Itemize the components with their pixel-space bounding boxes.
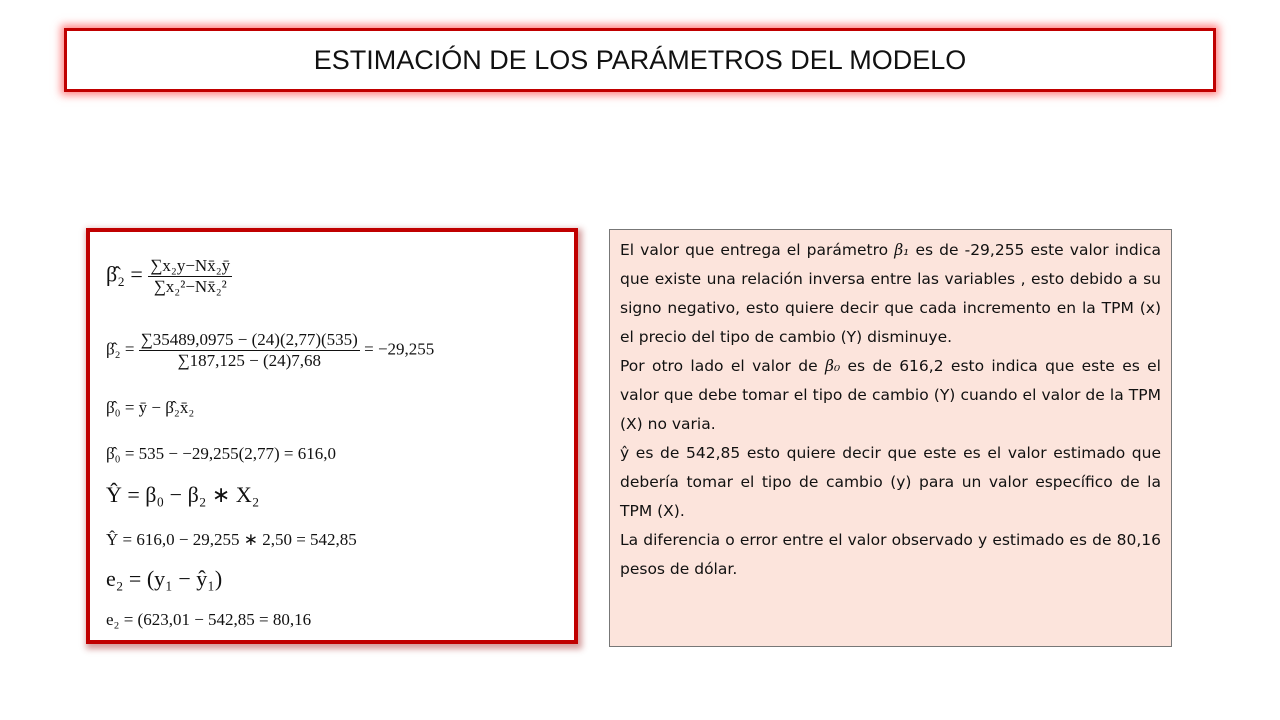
formula-lhs: β̂₂ =	[106, 261, 143, 287]
explanation-box	[609, 229, 1172, 647]
fraction-denominator: ∑187,125 − (24)7,68	[177, 351, 322, 370]
formula-error-definition: e₂ = (y₁ − ŷ₁)	[106, 566, 223, 591]
slide-title: ESTIMACIÓN DE LOS PARÁMETROS DEL MODELO	[313, 44, 967, 75]
formula-panel	[86, 228, 578, 644]
explanation-paragraph-error: La diferencia o error entre el valor observado y estimado es de 80,16 pesos de dólar.	[620, 531, 1161, 578]
formula-beta2-calculation	[106, 330, 434, 371]
text-run: Por otro lado el valor de	[620, 357, 825, 375]
fraction-denominator: ∑x₂²−Nx̄₂²	[153, 277, 227, 296]
formula-result: = −29,255	[364, 339, 435, 359]
title-box	[64, 28, 1216, 92]
beta0-symbol: β₀	[824, 357, 841, 375]
explanation-paragraph-beta0	[620, 352, 1161, 439]
formula-yhat-calculation: Ŷ = 616,0 − 29,255 ∗ 2,50 = 542,85	[106, 530, 357, 549]
explanation-paragraph-yhat: ŷ es de 542,85 esto quiere decir que este es el valor estimado que debería tomar el tipo de cambio (y) para un valor específico de la TPM (X).	[620, 444, 1161, 520]
formula-beta0-calculation: β̂₀ = 535 − −29,255(2,77) = 616,0	[106, 444, 336, 463]
formula-beta0-definition: β̂₀ = ȳ − β̂₂x̄₂	[106, 398, 195, 417]
text-run: es de 616,2 esto indica que este es el valor que debe tomar el tipo de cambio (Y) cuando el valor de la TPM (X) no varia.	[620, 357, 1161, 433]
explanation-paragraph-beta1	[620, 236, 1161, 352]
text-run: es de -29,255 este valor indica que existe una relación inversa entre las variables , esto debido a su signo negativo, esto quiere decir que cada incremento en la TPM (x) el precio del tipo de cambio (Y) disminuye.	[620, 241, 1161, 346]
formula-beta2-definition	[106, 256, 232, 297]
formula-error-calculation: e₂ = (623,01 − 542,85 = 80,16	[106, 610, 312, 629]
fraction	[148, 256, 232, 297]
formula-yhat-definition: Ŷ = β₀ − β₂ ∗ X₂	[106, 482, 260, 507]
formula-lhs: β̂₂ =	[106, 339, 135, 359]
fraction-numerator: ∑x₂y−Nx̄₂ȳ	[150, 256, 231, 275]
beta1-symbol: β₁	[894, 241, 910, 259]
text-run: El valor que entrega el parámetro	[620, 241, 895, 259]
fraction	[139, 330, 360, 371]
fraction-numerator: ∑35489,0975 − (24)(2,77)(535)	[140, 330, 358, 349]
